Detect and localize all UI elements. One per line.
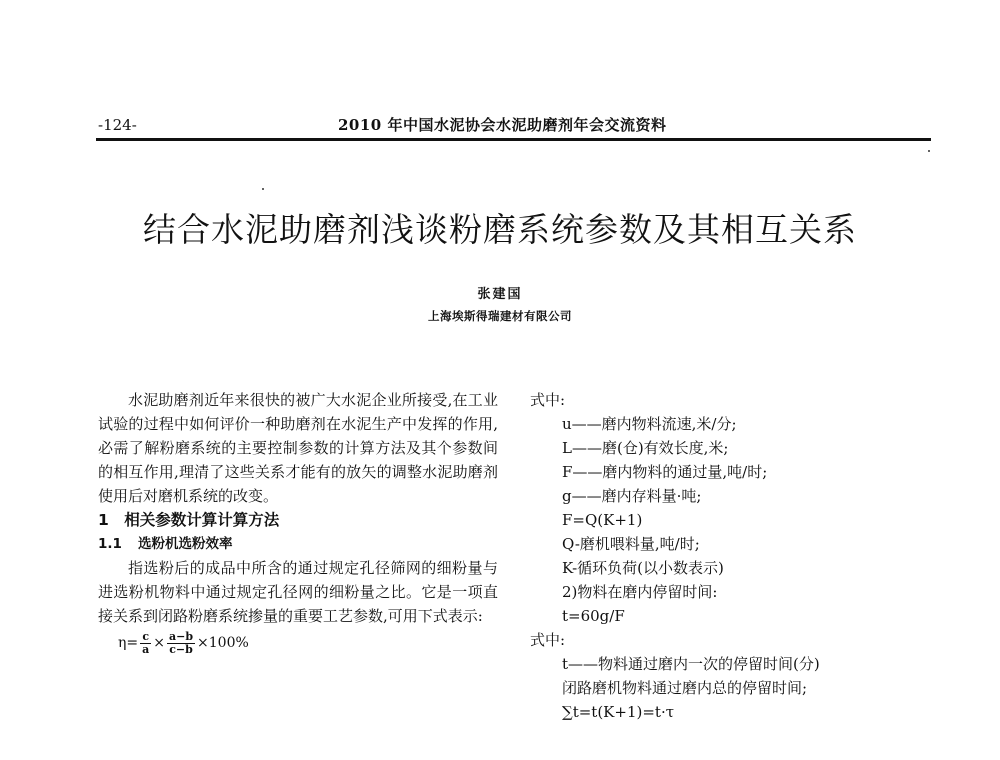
right-line: F=Q(K+1)	[562, 511, 643, 529]
right-line: 式中:	[530, 391, 566, 409]
right-line: F——磨内物料的通过量,吨/时;	[562, 463, 768, 481]
right-line: ∑t=t(K+1)=t·τ	[562, 703, 675, 721]
formula-tail: ×100%	[197, 635, 249, 651]
fraction-denominator: a	[142, 642, 150, 656]
times-sign: ×	[153, 635, 165, 651]
subsection-heading	[98, 532, 498, 556]
efficiency-formula	[98, 628, 498, 658]
running-title: 2010 年中国水泥协会水泥助磨剂年会交流资料	[338, 116, 667, 134]
right-line: t——物料通过磨内一次的停留时间(分)	[562, 655, 820, 673]
fraction-ab-over-cb	[167, 631, 195, 656]
author-name: 张建国	[477, 287, 523, 302]
right-column	[530, 388, 930, 724]
body-paragraph: 指选粉后的成品中所含的通过规定孔径筛网的细粉量与进选粉机物料中通过规定孔径网的细粉量之比。它是一项直接关系到闭路粉磨系统掺量的重要工艺参数,可用下式表示:	[98, 559, 498, 625]
paper-title: 结合水泥助磨剂浅谈粉磨系统参数及其相互关系	[143, 210, 857, 249]
right-line: 2)物料在磨内停留时间:	[562, 583, 718, 601]
subsection-title: 选粉机选粉效率	[138, 536, 233, 552]
fraction-numerator: c	[142, 629, 150, 643]
right-line: Q-磨机喂料量,吨/时;	[562, 535, 700, 553]
right-line: 闭路磨机物料通过磨内总的停留时间;	[562, 679, 808, 697]
right-line: t=60g/F	[562, 607, 625, 625]
right-line: K-循环负荷(以小数表示)	[562, 559, 724, 577]
fraction-c-over-a	[140, 631, 151, 656]
speck-mark	[928, 150, 930, 152]
formula-lhs: η=	[118, 635, 139, 651]
section-heading: 1 相关参数计算计算方法	[98, 511, 280, 529]
right-line: L——磨(仓)有效长度,米;	[562, 439, 729, 457]
right-line: u——磨内物料流速,米/分;	[562, 415, 737, 433]
subsection-number: 1.1	[98, 536, 122, 552]
right-line: 式中:	[530, 631, 566, 649]
intro-paragraph: 水泥助磨剂近年来很快的被广大水泥企业所接受,在工业试验的过程中如何评价一种助磨剂在水泥生产中发挥的作用,必需了解粉磨系统的主要控制参数的计算方法及其个参数间的相互作用,理清了这些关系才能有的放矢的调整水泥助磨剂使用后对磨机系统的改变。	[98, 391, 498, 505]
header-rule	[96, 138, 931, 141]
fraction-numerator: a−b	[169, 629, 194, 643]
page-number: -124-	[98, 116, 137, 134]
speck-mark	[262, 188, 264, 190]
left-column	[98, 388, 498, 658]
right-line: g——磨内存料量·吨;	[562, 487, 702, 505]
fraction-denominator: c−b	[169, 642, 193, 656]
author-affiliation: 上海埃斯得瑞建材有限公司	[428, 309, 572, 323]
